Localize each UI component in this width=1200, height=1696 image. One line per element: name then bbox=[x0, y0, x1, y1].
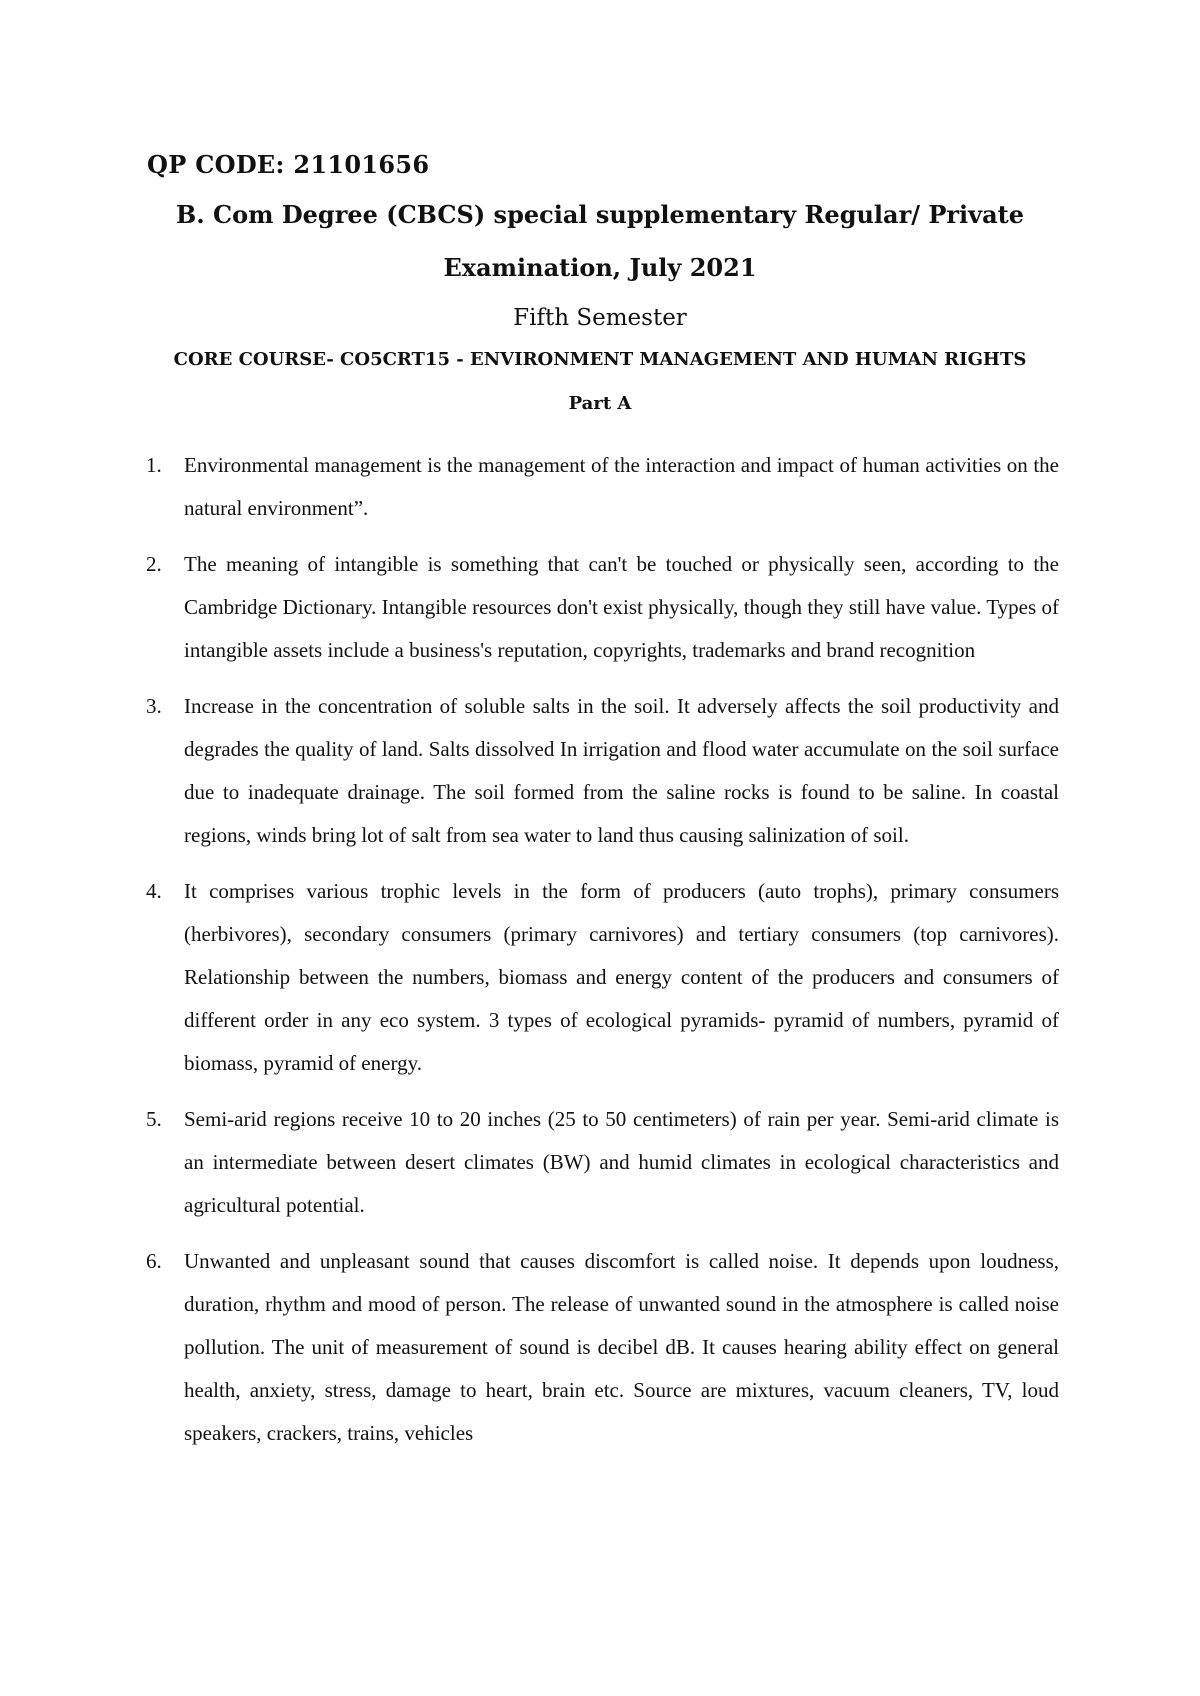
answer-item bbox=[146, 685, 1059, 857]
answer-item bbox=[146, 870, 1059, 1085]
answer-list bbox=[146, 444, 1059, 1468]
answer-number: 5. bbox=[146, 1107, 162, 1131]
part-heading: Part A bbox=[568, 393, 632, 414]
answer-text: Semi-arid regions receive 10 to 20 inches (25 to 50 centimeters) of rain per year. Semi-arid climate is an intermediate between desert climates (BW) and humid climates in ecological characteristics and agricultural potential. bbox=[184, 1107, 1059, 1217]
answer-number: 6. bbox=[146, 1249, 162, 1273]
answer-number: 1. bbox=[146, 453, 162, 477]
degree-title: B. Com Degree (CBCS) special supplementary Regular/ Private bbox=[175, 200, 1025, 229]
answer-number: 4. bbox=[146, 879, 162, 903]
course-title: CORE COURSE- CO5CRT15 - ENVIRONMENT MANAGEMENT AND HUMAN RIGHTS bbox=[173, 349, 1027, 370]
answer-text: Unwanted and unpleasant sound that causes discomfort is called noise. It depends upon loudness, duration, rhythm and mood of person. The release of unwanted sound in the atmosphere is called noise pollution. The unit of measurement of sound is decibel dB. It causes hearing ability effect on general health, anxiety, stress, damage to heart, brain etc. Source are mixtures, vacuum cleaners, TV, loud speakers, crackers, trains, vehicles bbox=[184, 1249, 1059, 1445]
answer-item bbox=[146, 1240, 1059, 1455]
answer-item bbox=[146, 444, 1059, 530]
answer-item bbox=[146, 543, 1059, 672]
answer-text: The meaning of intangible is something that can't be touched or physically seen, according to the Cambridge Dictionary. Intangible resources don't exist physically, though they still have value. Types of intangible assets include a business's reputation, copyrights, trademarks and brand recognition bbox=[184, 552, 1059, 662]
answer-number: 2. bbox=[146, 552, 162, 576]
answer-item bbox=[146, 1098, 1059, 1227]
answer-text: Increase in the concentration of soluble salts in the soil. It adversely affects the soil productivity and degrades the quality of land. Salts dissolved In irrigation and flood water accumulate on the soil surface due to inadequate drainage. The soil formed from the saline rocks is found to be saline. In coastal regions, winds bring lot of salt from sea water to land thus causing salinization of soil. bbox=[184, 694, 1059, 847]
answer-number: 3. bbox=[146, 694, 162, 718]
answer-text: It comprises various trophic levels in the form of producers (auto trophs), primary consumers (herbivores), secondary consumers (primary carnivores) and tertiary consumers (top carnivores). Relationship between the numbers, biomass and energy content of the producers and consumers of different order in any eco system. 3 types of ecological pyramids- pyramid of numbers, pyramid of biomass, pyramid of energy. bbox=[184, 879, 1059, 1075]
semester-label: Fifth Semester bbox=[513, 305, 687, 331]
answer-text: Environmental management is the management of the interaction and impact of human activities on the natural environment”. bbox=[184, 453, 1059, 520]
qp-code: QP CODE: 21101656 bbox=[147, 150, 430, 179]
examination-title: Examination, July 2021 bbox=[443, 253, 757, 282]
